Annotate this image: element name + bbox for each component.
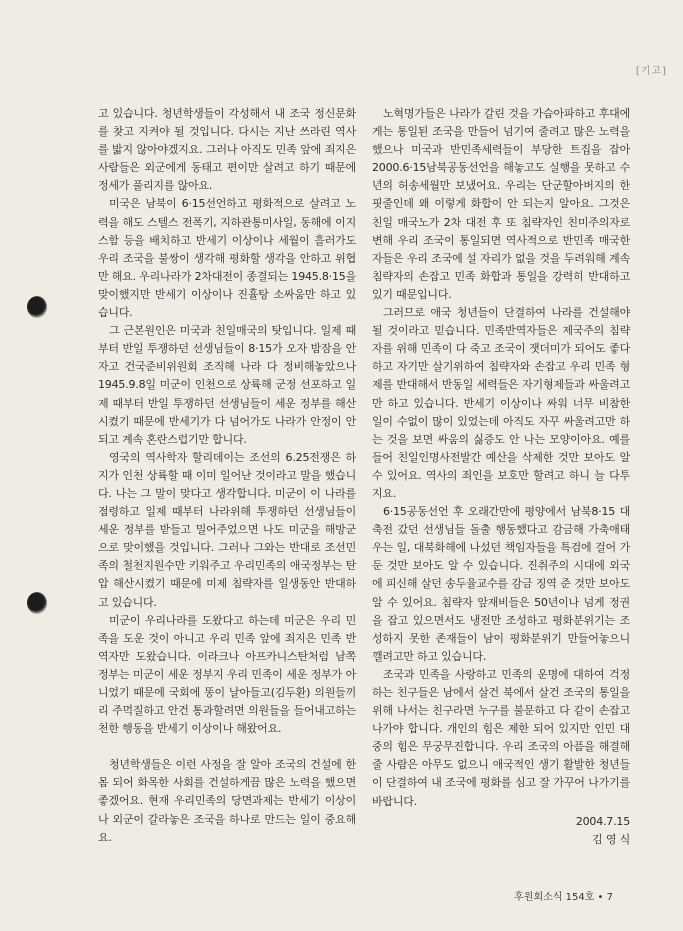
paragraph: 노혁명가들은 나라가 갈린 것을 가슴아파하고 후대에게는 통일된 조국을 만들어 넘기여 줄려고 많은 노력을 했으나 미국과 반민족세력들이 부당한 트집을 잡아 2000.6·15남북공동선언을 해놓고도 실행을 못하고 수년의 허송세월만 보냈어요. 우리는 단군할아버지의 한 핏줄인데 왜 이렇게 화합이 안 되는지 알아요. 그것은 친일 매국노가 2차 대전 후 또 침략자인 친미주의자로 변해 우리 조국이 통일되면 역사적으로 반민족 매국한자들은 우리 조국에 설 자리가 없을 것을 두려워해 계속 침략자의 손잡고 민족 화합과 통일을 강력히 반대하고 있기 때문입니다. <box>372 107 630 301</box>
page-footer: 후원회소식 154호 • 7 <box>514 892 613 903</box>
paragraph: 그러므로 애국 청년들이 단결하여 나라를 건설해야 될 것이라고 믿습니다. 민족반역자들은 제국주의 침략자를 위해 민족이 다 죽고 조국이 잿더미가 되어도 좋다하고 자기만 살기위하여 침략자와 손잡고 우리 민족 형제를 반대해서 반동일 세력들은 자기형제들과 싸울려고만 하고 있습니다. 반세기 이상이나 싸워 너무 비참한 일이 수없이 많이 있었는데 아직도 자꾸 싸울려고만 하는 것을 보면 싸움의 싫증도 안 나는 모양이아요. 예를 들어 친일인명사전발간 예산을 삭제한 것만 보아도 알수 있어요. 역사의 죄인을 보호만 할려고 하니 늘 다투지요. <box>372 306 630 500</box>
author-name: 김 영 식 <box>592 832 630 846</box>
signature-block <box>372 813 630 849</box>
paragraph: 영국의 역사학자 할리데이는 조선의 6.25전쟁은 하지가 인천 상륙할 때 이미 일어난 것이라고 말을 했습니다. 나는 그 말이 맞다고 생각합니다. 미군이 이 나라를 점령하고 일제 때부터 나라위해 투쟁하던 선생님들이 세운 정부를 받들고 밀어주었으면 나도 미군을 해방군으로 맞이했을 것입니다. 그러나 그와는 반대로 조선민족의 철천지원수만 키워주고 우리민족의 애국정부는 탄압 해산시켰기 때문에 미제 침략자를 일생동안 반대하고 있습니다. <box>98 450 356 609</box>
letter-date: 2004.7.15 <box>575 814 630 828</box>
paragraph: 미군이 우리나라를 도왔다고 하는데 미군은 우리 민족을 도운 것이 아니고 우리 민족 앞에 죄지은 민족 반역자만 도왔습니다. 이라크나 아프카니스탄처럼 남쪽 정부는 미군이 세운 정부지 우리 민족이 세운 정부가 아니었기 때문에 국회에 똥이 날아들고(김두환) 의원들끼리 주먹질하고 안건 통과할려면 의원들을 들어내고하는 천한 행동을 반세기 이상이나 해왔어요. <box>98 613 356 736</box>
paragraph: 청년학생들은 이런 사정을 잘 알아 조국의 건설에 한몸 되어 화목한 사회를 건설하게끔 많은 노력을 했으면 좋겠어요. 현재 우리민족의 당면과제는 반세기 이상이나 외군이 갈라놓은 조국을 하나로 만드는 일이 중요해요. <box>98 758 356 844</box>
left-column <box>98 105 356 847</box>
paragraph: 고 있습니다. 청년학생들이 각성해서 내 조국 정신문화를 찾고 지켜야 될 것입니다. 다시는 지난 쓰라린 역사를 밟지 않아야겠지요. 그러나 아직도 민족 앞에 죄지은 사람들은 외군에게 동태고 편이만 살려고 하기 때문에 정세가 풀리지를 않아요. <box>98 107 356 193</box>
paragraph: 6·15공동선언 후 오래간만에 평양에서 남북8·15 대축전 갔던 선생님들 돌출 행동했다고 감금해 가축애태우는 일, 대북화해에 나섰던 책임자들을 특검에 걸어 가둔 것만 보아도 알 수 있습니다. 진취주의 시대에 외국에 피신해 살던 송두율교수를 감금 징역 준 것만 보아도 알 수 있어요. 침략자 앞재비들은 50년이나 넘게 정권을 잡고 있으면서도 냉전만 조성하고 평화분위기는 조성하지 못한 존재들이 남이 평화분위기 만들어놓으니 깰려고만 하고 있습니다. <box>372 505 630 663</box>
paragraph: 조국과 민족을 사랑하고 민족의 운명에 대하여 걱정하는 친구들은 남에서 살건 북에서 살건 조국의 통일을 위해 나서는 친구라면 누구를 불문하고 다 같이 손잡고 나가야 합니다. 개인의 힘은 제한 되어 있지만 인민 대중의 힘은 무궁무진합니다. 우리 조국의 아픔을 해결해 줄 사람은 아무도 없으니 애국적인 생기 활발한 청년들이 단결하여 내 조국에 평화를 심고 잘 가꾸어 나가기를 바랍니다. <box>372 667 630 808</box>
binder-hole-bottom <box>27 592 47 614</box>
right-column <box>372 105 630 849</box>
paragraph: 미국은 남북이 6·15선언하고 평화적으로 살려고 노력을 해도 스텔스 전폭기, 지하관통미사일, 동해에 이지스함 등을 배치하고 반세기 이상이나 세월이 흘러가도 우리 조국을 불쌍이 생각해 평화할 생각을 안하고 위협만 해요. 우리나라가 2차대전이 종결되는 1945.8·15을 맞이했지만 반세기 이상이나 진휼탕 소싸움만 하고 있습니다. <box>98 197 357 320</box>
section-tab: [기고] <box>635 66 667 77</box>
paragraph: 그 근본원인은 미국과 친일매국의 탓입니다. 일제 때부터 반일 투쟁하던 선생님들이 8·15가 오자 밤잠을 안자고 건국준비위원회 조직해 나라 다 정비해놓았으나 1945.9.8일 미군이 인천으로 상륙해 군정 선포하고 일제 때부터 반일 투쟁하던 선생님들이 세운 정부를 해산시켰기 때문에 반세기가 다 넘어가도 나라가 안정이 안 되고 계속 혼란스럽기만 합니다. <box>98 324 356 446</box>
binder-hole-top <box>27 296 47 318</box>
